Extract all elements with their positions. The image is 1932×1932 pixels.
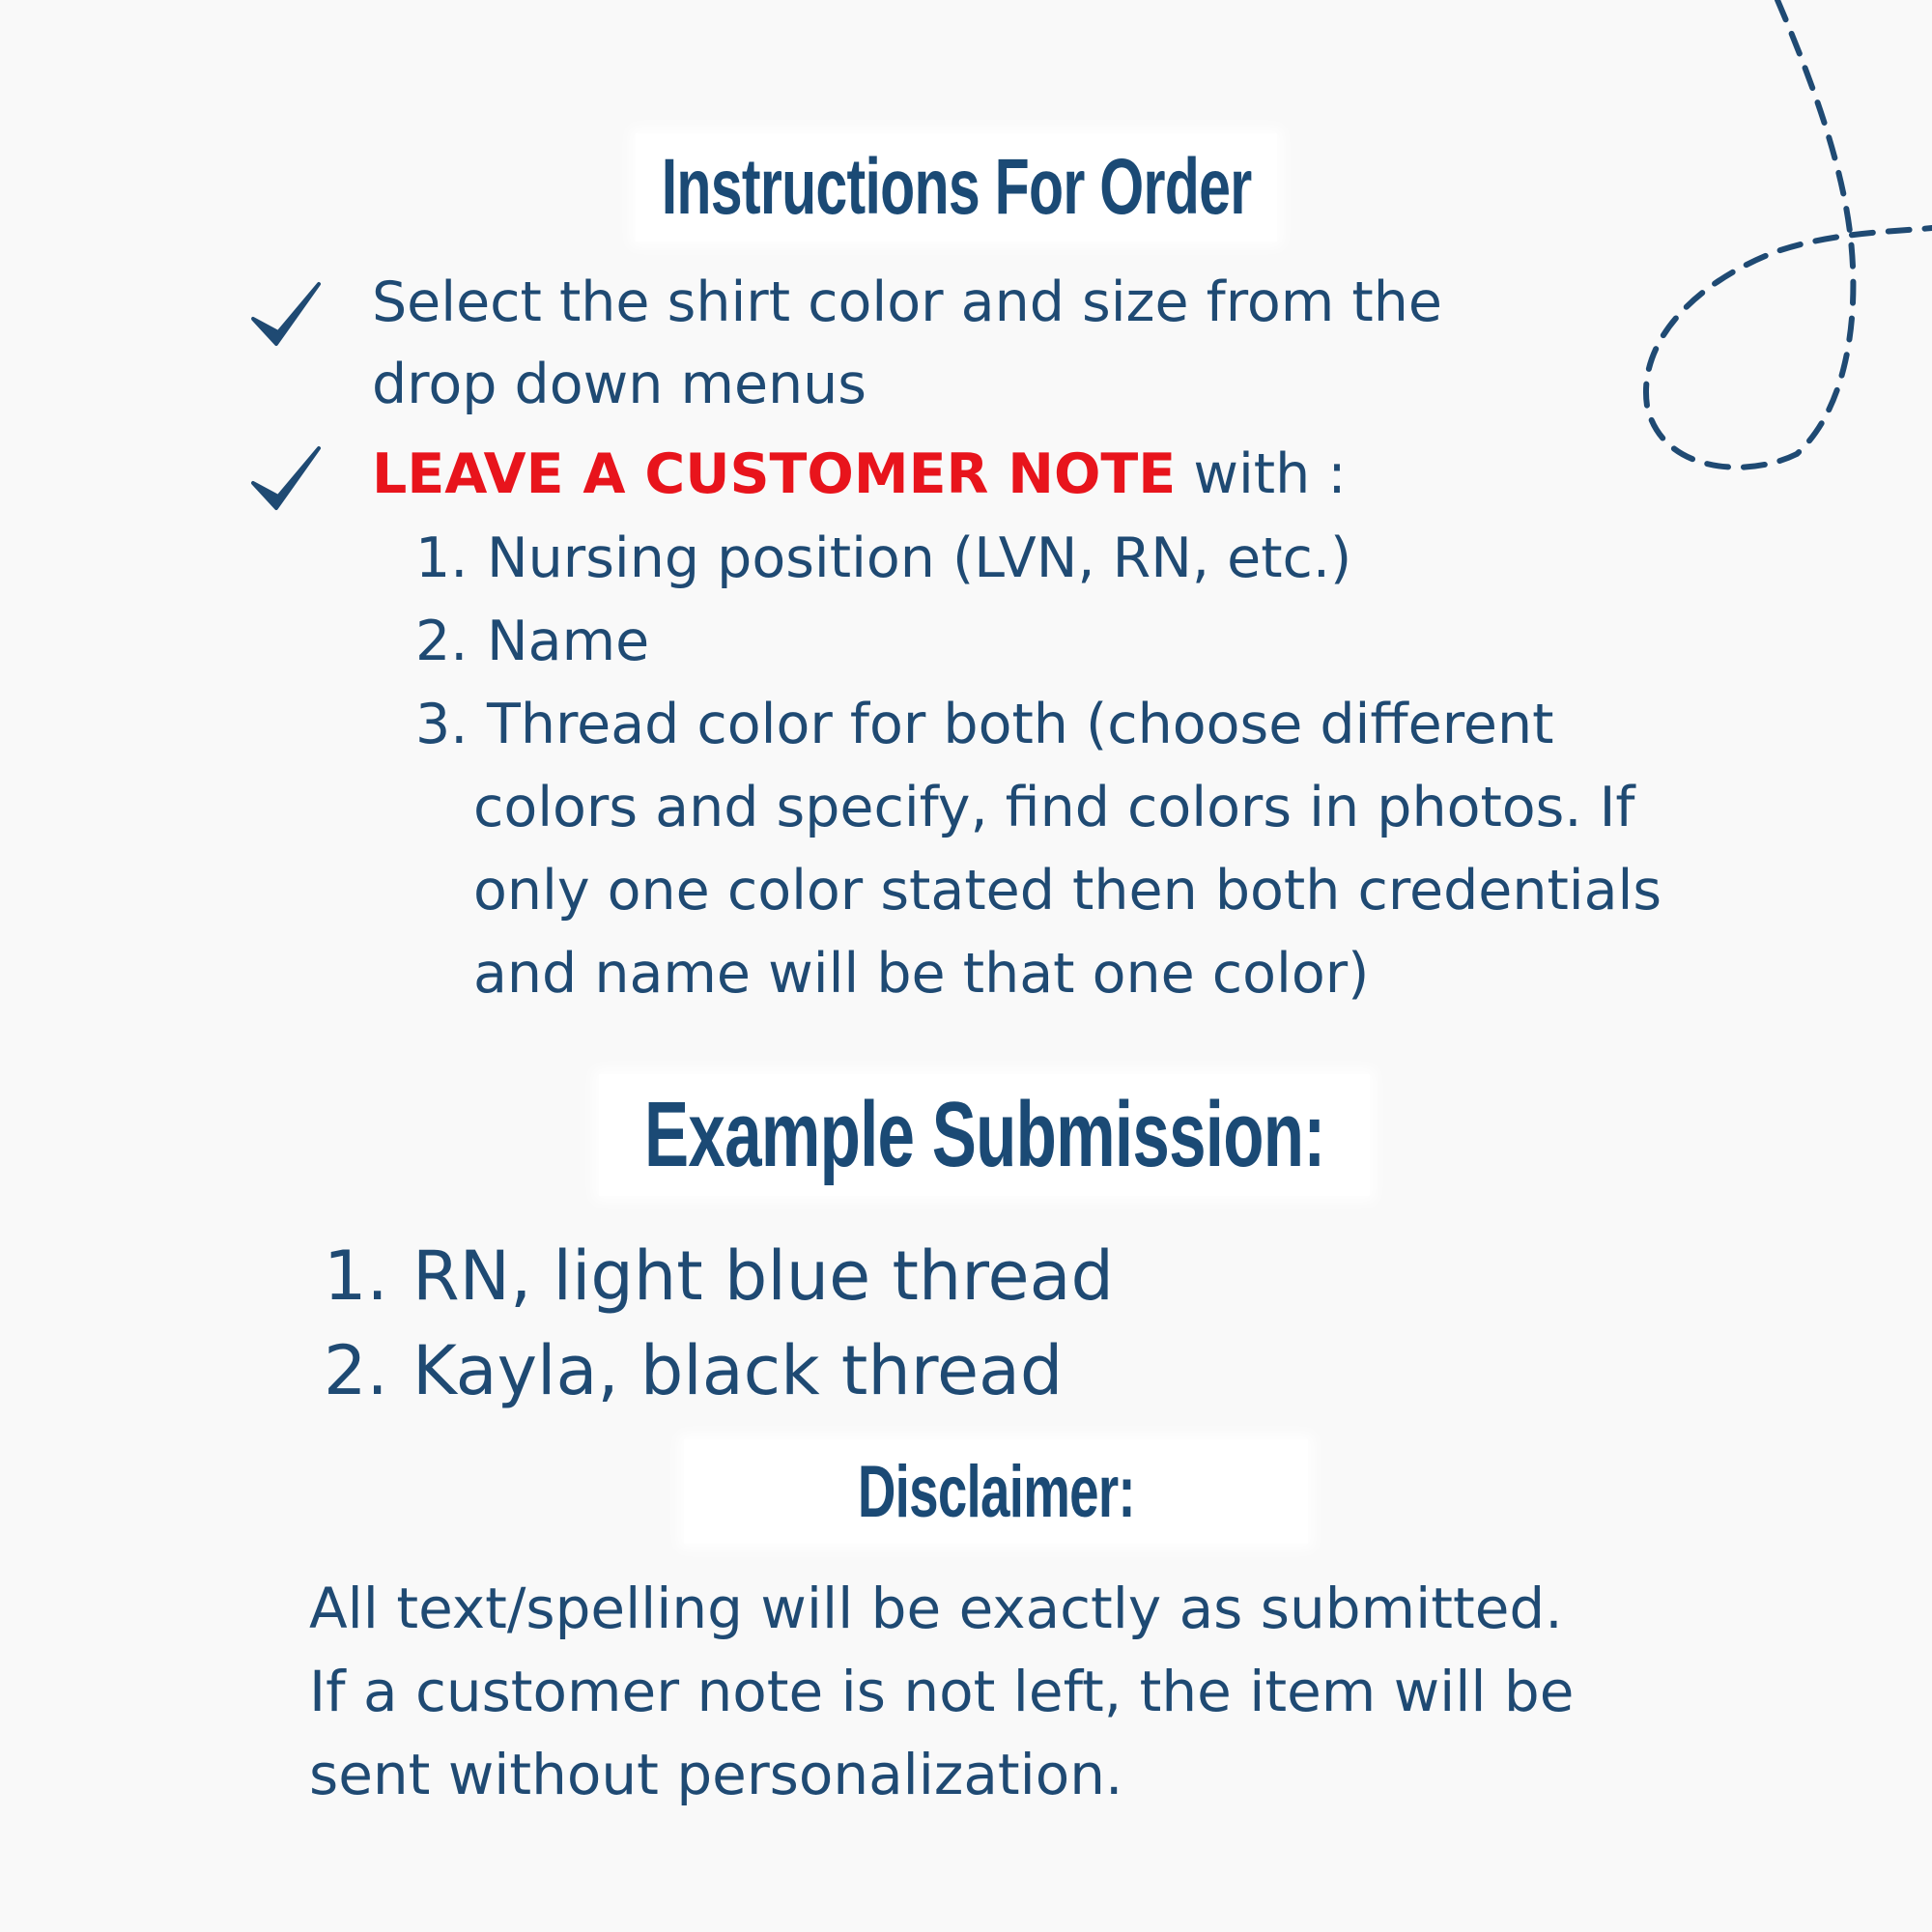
instructions-heading-box xyxy=(636,133,1277,242)
instructions-title: Instructions For Order xyxy=(661,143,1252,231)
disclaimer-line: If a customer note is not left, the item will be xyxy=(309,1659,1575,1724)
example-item: 1. RN, light blue thread xyxy=(324,1236,1114,1316)
example-item: 2. Kayla, black thread xyxy=(324,1331,1064,1410)
example-heading-box xyxy=(599,1074,1370,1196)
step1-line1: Select the shirt color and size from the xyxy=(372,270,1442,334)
item3-continuation: and name will be that one color) xyxy=(473,942,1370,1006)
checkmark-icon xyxy=(247,278,325,355)
checkmark-icon xyxy=(247,442,325,520)
disclaimer-line: All text/spelling will be exactly as submitted. xyxy=(309,1576,1563,1641)
dashed-loop-decoration xyxy=(1642,0,1932,483)
item3-continuation: only one color stated then both credentials xyxy=(473,859,1662,923)
disclaimer-title: Disclaimer: xyxy=(857,1450,1135,1533)
example-title: Example Submission: xyxy=(643,1083,1325,1186)
customer-note-alert: LEAVE A CUSTOMER NOTE xyxy=(372,442,1177,506)
list-item: 2. Name xyxy=(415,610,650,673)
list-item: 3. Thread color for both (choose different xyxy=(415,693,1554,756)
item3-continuation: colors and specify, find colors in photos. If xyxy=(473,776,1635,839)
disclaimer-heading-box xyxy=(684,1439,1308,1544)
disclaimer-line: sent without personalization. xyxy=(309,1742,1123,1807)
step2-rest: with : xyxy=(1176,442,1347,506)
step2-line xyxy=(372,442,1347,506)
list-item: 1. Nursing position (LVN, RN, etc.) xyxy=(415,526,1352,590)
step1-line2: drop down menus xyxy=(372,353,867,416)
